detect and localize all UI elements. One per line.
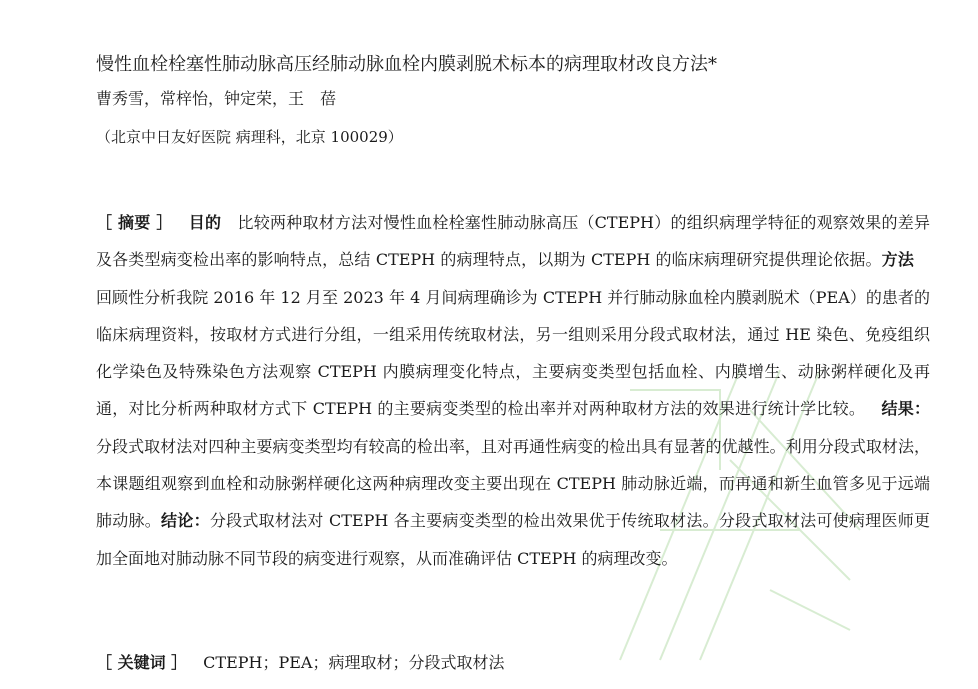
conclusion-text: 分段式取材法对 CTEPH 各主要病变类型的检出效果优于传统取材法。分段式取材法可使病理医师更加全面地对肺动脉不同节段的病变进行观察，从而准确评估 CTEPH 的病理改变。 [96,511,930,568]
abstract-label: ［ 摘要 ］ [96,213,173,232]
methods-label: 方法 [881,250,914,270]
conclusion-label: 结论： [161,511,210,531]
results-label: 结果： [881,399,930,419]
abstract [96,204,930,577]
objective-text: 比较两种取材方法对慢性血栓栓塞性肺动脉高压（CTEPH）的组织病理学特征的观察效果的差异及各类型病变检出率的影响特点，总结 CTEPH 的病理特点，以期为 CTEPH 的临床病理研究提供理论依据。 [96,213,930,270]
results-text: 分段式取材法对四种主要病变类型均有较高的检出率，且对再通性病变的检出具有显著的优越性。利用分段式取材法，本课题组观察到血栓和动脉粥样硬化这两种病理改变主要出现在 CTEPH 肺动脉近端，而再通和新生血管多见于远端肺动脉。 [96,436,930,531]
objective-label: 目的 [188,213,222,232]
keywords-text: CTEPH；PEA；病理取材；分段式取材法 [203,653,505,672]
affiliation: （北京中日友好医院 病理科，北京 100029） [96,128,403,146]
methods-text: 回顾性分析我院 2016 年 12 月至 2023 年 4 月间病理确诊为 CTEPH 并行肺动脉血栓内膜剥脱术（PEA）的患者的临床病理资料，按取材方式进行分组，一组采用传统取材法，另一组则采用分段式取材法，通过 HE 染色、免疫组织化学染色及特殊染色方法观察 CTEPH 内膜病理变化特点，主要病变类型包括血栓、内膜增生、动脉粥样硬化及再通，对比分析两种取材方式下 CTEPH 的主要病变类型的检出率并对两种取材方法的效果进行统计学比较。 [96,287,930,419]
keywords [96,650,504,673]
keywords-label: ［ 关键词 ］ [96,653,188,672]
author-list: 曹秀雪，常梓怡，钟定荣，王 蓓 [96,89,337,108]
paper-title: 慢性血栓栓塞性肺动脉高压经肺动脉血栓内膜剥脱术标本的病理取材改良方法* [96,54,717,75]
